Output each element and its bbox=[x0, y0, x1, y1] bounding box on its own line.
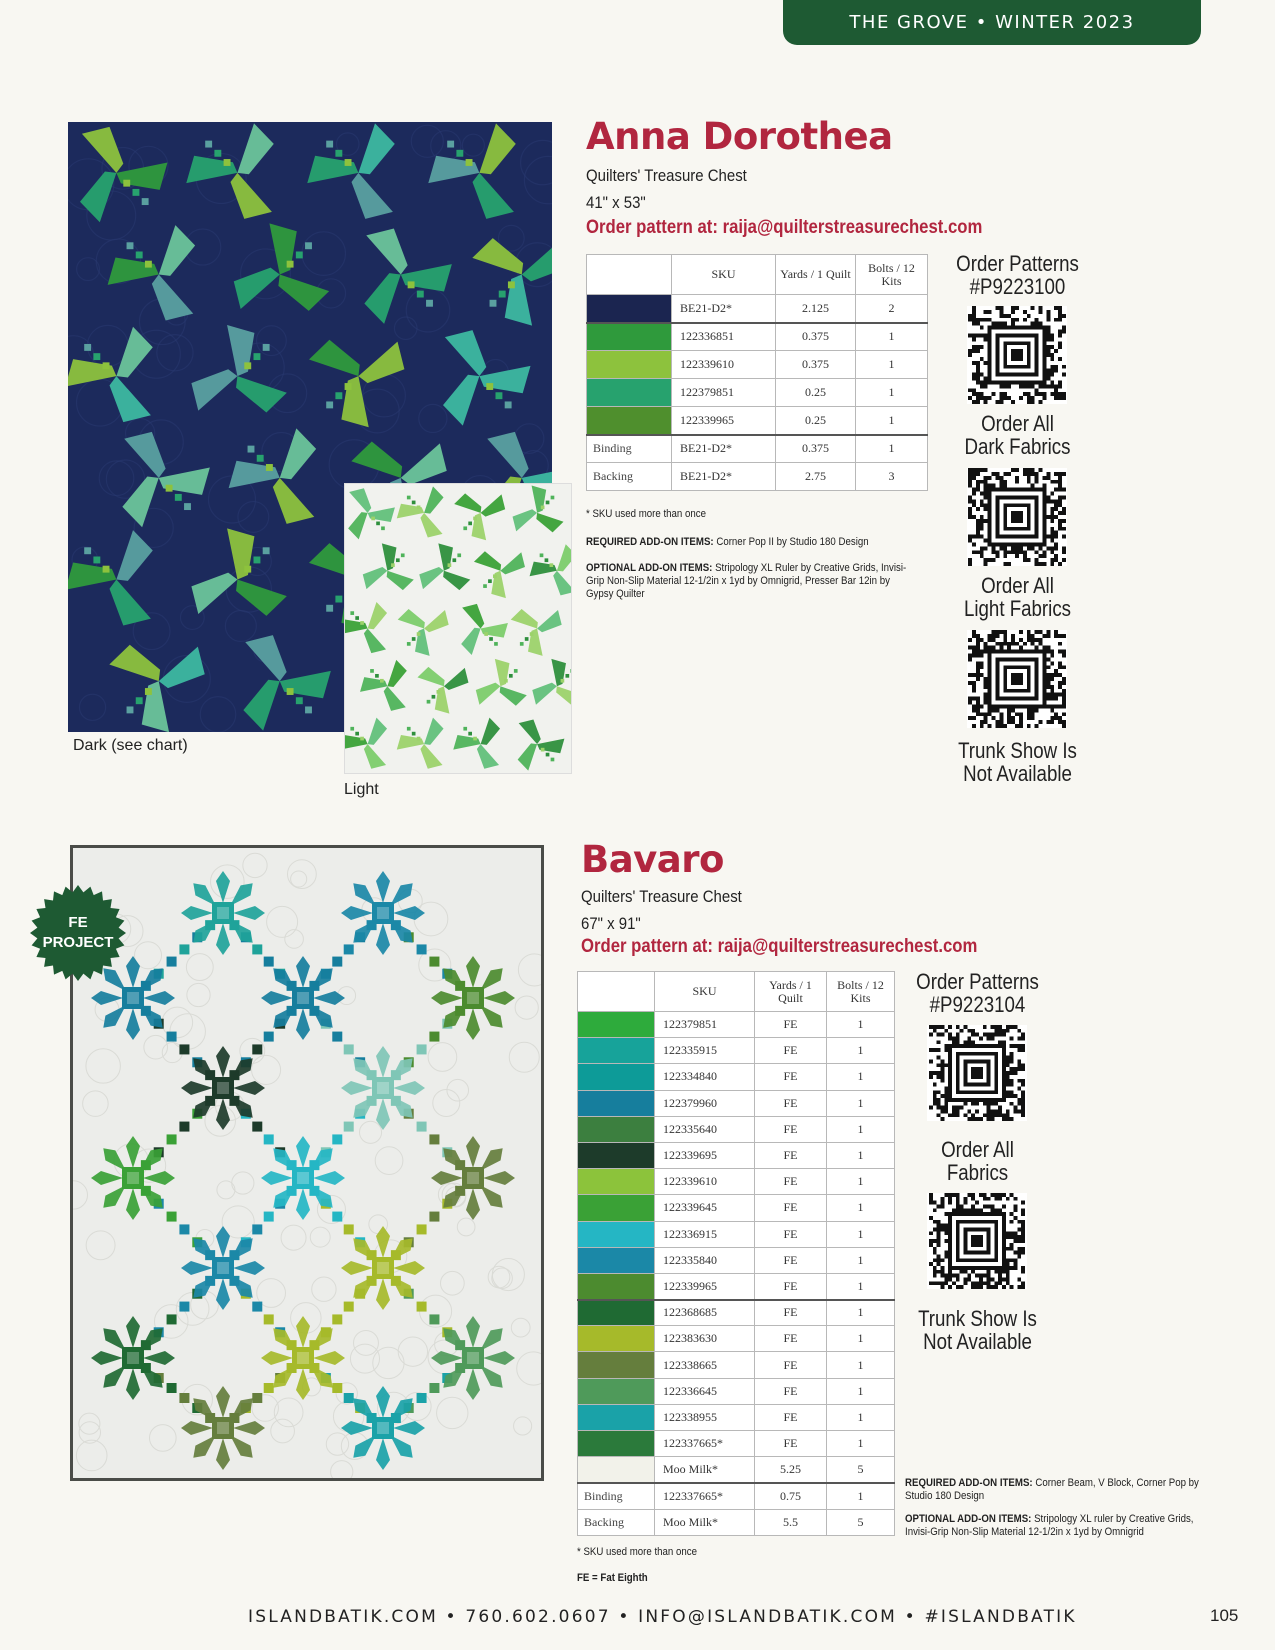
pattern-info-anna bbox=[586, 162, 747, 216]
table-row bbox=[587, 435, 928, 463]
cell-sku: 122335640 bbox=[655, 1116, 755, 1142]
cell-bolts: 1 bbox=[827, 1090, 895, 1116]
row-label: Backing bbox=[587, 463, 672, 491]
order-all-light-heading: Order All Light Fabrics bbox=[963, 573, 1072, 621]
cell-bolts: 1 bbox=[856, 435, 928, 463]
cell-yards: 0.25 bbox=[776, 407, 856, 435]
required-items-bavaro: REQUIRED ADD-ON ITEMS: Corner Beam, V Block, Corner Pop by Studio 180 Design bbox=[905, 1477, 1199, 1502]
table-row bbox=[578, 1012, 895, 1038]
table-row bbox=[578, 1090, 895, 1116]
table-row bbox=[578, 1352, 895, 1378]
order-patterns-heading-bavaro: Order Patterns #P9223104 bbox=[916, 969, 1039, 1017]
qr-code-dark-fabrics[interactable] bbox=[967, 468, 1067, 566]
cell-bolts: 1 bbox=[827, 1116, 895, 1142]
cell-bolts: 1 bbox=[827, 1221, 895, 1247]
fabric-swatch bbox=[578, 1038, 655, 1064]
cell-bolts: 1 bbox=[856, 379, 928, 407]
pattern-info-bavaro bbox=[581, 883, 742, 937]
table-row bbox=[578, 1378, 895, 1404]
fabric-swatch bbox=[587, 407, 672, 435]
footer-contact: ISLANDBATIK.COM • 760.602.0607 • INFO@ISLANDBATIK.COM • #ISLANDBATIK bbox=[248, 1607, 1077, 1627]
cell-yards: 0.25 bbox=[776, 379, 856, 407]
order-all-dark-heading: Order All Dark Fabrics bbox=[964, 411, 1071, 459]
fabric-swatch bbox=[578, 1247, 655, 1273]
fabric-table-bavaro bbox=[577, 971, 895, 1536]
table-row bbox=[587, 463, 928, 491]
table-row bbox=[578, 1116, 895, 1142]
required-items-anna: REQUIRED ADD-ON ITEMS: Corner Pop II by Studio 180 Design bbox=[586, 536, 869, 548]
cell-bolts: 1 bbox=[856, 323, 928, 351]
quilt-size: 67" x 91" bbox=[581, 914, 641, 933]
cell-bolts: 1 bbox=[827, 1326, 895, 1352]
cell-yards: FE bbox=[755, 1064, 827, 1090]
table-row bbox=[587, 407, 928, 435]
cell-sku: 122339610 bbox=[672, 351, 776, 379]
cell-sku: 122379960 bbox=[655, 1090, 755, 1116]
cell-yards: 2.75 bbox=[776, 463, 856, 491]
cell-sku: 122338955 bbox=[655, 1404, 755, 1430]
fabric-swatch bbox=[578, 1169, 655, 1195]
sku-header: SKU bbox=[655, 972, 755, 1012]
trunk-show-bavaro: Trunk Show Is Not Available bbox=[918, 1306, 1037, 1354]
cell-yards: FE bbox=[755, 1300, 827, 1326]
qr-code-pattern-anna[interactable] bbox=[967, 306, 1067, 404]
cell-sku: 122336851 bbox=[672, 323, 776, 351]
bavaro-quilt-image bbox=[70, 845, 544, 1481]
table-row bbox=[578, 1064, 895, 1090]
pattern-title-bavaro: Bavaro bbox=[581, 838, 724, 881]
pattern-title-anna: Anna Dorothea bbox=[586, 115, 893, 158]
fabric-swatch bbox=[578, 1116, 655, 1142]
cell-yards: 0.375 bbox=[776, 351, 856, 379]
cell-yards: FE bbox=[755, 1431, 827, 1457]
fabric-swatch bbox=[578, 1300, 655, 1326]
cell-bolts: 1 bbox=[856, 407, 928, 435]
fabric-swatch bbox=[587, 323, 672, 351]
cell-sku: BE21-D2* bbox=[672, 295, 776, 323]
cell-bolts: 3 bbox=[856, 463, 928, 491]
fabric-swatch bbox=[587, 379, 672, 407]
cell-sku: 122339695 bbox=[655, 1142, 755, 1168]
table-row bbox=[578, 1509, 895, 1535]
table-row bbox=[578, 1038, 895, 1064]
cell-bolts: 1 bbox=[827, 1247, 895, 1273]
optional-items-anna: OPTIONAL ADD-ON ITEMS: Stripology XL Ruler by Creative Grids, Invisi-Grip Non-Slip Material 12-1/2in x 1yd by Omnigrid, Presser Bar 12in by Gypsy Quilter bbox=[586, 562, 907, 600]
fe-project-badge: FE PROJECT bbox=[30, 885, 126, 981]
trunk-show-anna: Trunk Show Is Not Available bbox=[958, 738, 1077, 786]
footnote-sku-anna: * SKU used more than once bbox=[586, 508, 706, 520]
footnote-sku-bavaro: * SKU used more than once bbox=[577, 1546, 697, 1558]
row-label: Binding bbox=[587, 435, 672, 463]
table-row bbox=[578, 1169, 895, 1195]
qr-code-pattern-bavaro[interactable] bbox=[927, 1025, 1027, 1121]
page-number: 105 bbox=[1210, 1606, 1239, 1625]
table-row bbox=[578, 1142, 895, 1168]
cell-yards: 0.375 bbox=[776, 435, 856, 463]
cell-sku: 122368685 bbox=[655, 1300, 755, 1326]
swatch-header bbox=[587, 255, 672, 295]
fabric-swatch bbox=[578, 1195, 655, 1221]
cell-yards: 5.5 bbox=[755, 1509, 827, 1535]
order-patterns-heading-anna: Order Patterns #P9223100 bbox=[956, 251, 1079, 299]
season-tab bbox=[783, 0, 1201, 45]
fabric-table-anna bbox=[586, 254, 928, 491]
cell-bolts: 1 bbox=[827, 1404, 895, 1430]
cell-bolts: 1 bbox=[827, 1169, 895, 1195]
cell-sku: 122339610 bbox=[655, 1169, 755, 1195]
fabric-swatch bbox=[578, 1457, 655, 1483]
table-row bbox=[578, 1221, 895, 1247]
anna-light-quilt-image bbox=[344, 483, 572, 774]
cell-yards: 5.25 bbox=[755, 1457, 827, 1483]
cell-sku: 122335840 bbox=[655, 1247, 755, 1273]
cell-bolts: 1 bbox=[827, 1300, 895, 1326]
caption-dark: Dark (see chart) bbox=[73, 737, 188, 754]
cell-yards: FE bbox=[755, 1221, 827, 1247]
cell-sku: 122337665* bbox=[655, 1483, 755, 1509]
footnote-fe: FE = Fat Eighth bbox=[577, 1572, 648, 1584]
cell-bolts: 1 bbox=[827, 1195, 895, 1221]
table-row bbox=[578, 1404, 895, 1430]
fabric-swatch bbox=[587, 295, 672, 323]
cell-sku: 122336915 bbox=[655, 1221, 755, 1247]
cell-bolts: 1 bbox=[827, 1064, 895, 1090]
row-label: Backing bbox=[578, 1509, 655, 1535]
yards-header: Yards / 1 Quilt bbox=[776, 255, 856, 295]
fabric-swatch bbox=[578, 1064, 655, 1090]
cell-bolts: 1 bbox=[827, 1273, 895, 1299]
cell-yards: 0.75 bbox=[755, 1483, 827, 1509]
cell-bolts: 1 bbox=[827, 1352, 895, 1378]
table-row bbox=[578, 1457, 895, 1483]
fabric-swatch bbox=[578, 1090, 655, 1116]
fabric-swatch bbox=[578, 1221, 655, 1247]
fabric-swatch bbox=[578, 1142, 655, 1168]
order-pattern-link-anna[interactable]: Order pattern at: raija@quilterstreasurechest.com bbox=[586, 217, 983, 238]
cell-bolts: 1 bbox=[827, 1483, 895, 1509]
cell-bolts: 1 bbox=[856, 351, 928, 379]
cell-sku: 122336645 bbox=[655, 1378, 755, 1404]
fabric-swatch bbox=[578, 1326, 655, 1352]
fabric-swatch bbox=[578, 1012, 655, 1038]
cell-sku: 122339965 bbox=[672, 407, 776, 435]
fabric-swatch bbox=[587, 351, 672, 379]
cell-sku: 122379851 bbox=[655, 1012, 755, 1038]
qr-code-light-fabrics[interactable] bbox=[967, 630, 1067, 728]
fabric-swatch bbox=[578, 1378, 655, 1404]
optional-items-bavaro: OPTIONAL ADD-ON ITEMS: Stripology XL ruler by Creative Grids, Invisi-Grip Non-Slip Material 12-1/2in x 1yd by Omnigrid bbox=[905, 1513, 1194, 1538]
yards-header: Yards / 1 Quilt bbox=[755, 972, 827, 1012]
cell-bolts: 1 bbox=[827, 1038, 895, 1064]
cell-sku: 122337665* bbox=[655, 1431, 755, 1457]
cell-bolts: 5 bbox=[827, 1457, 895, 1483]
caption-light: Light bbox=[344, 781, 379, 798]
cell-yards: FE bbox=[755, 1116, 827, 1142]
cell-yards: FE bbox=[755, 1247, 827, 1273]
cell-bolts: 1 bbox=[827, 1431, 895, 1457]
table-row bbox=[578, 1326, 895, 1352]
sku-header: SKU bbox=[672, 255, 776, 295]
cell-sku: BE21-D2* bbox=[672, 463, 776, 491]
season-label: THE GROVE • WINTER 2023 bbox=[849, 12, 1135, 33]
bolts-header: Bolts / 12 Kits bbox=[827, 972, 895, 1012]
table-row bbox=[578, 1431, 895, 1457]
fabric-swatch bbox=[578, 1431, 655, 1457]
table-row bbox=[578, 1483, 895, 1509]
order-all-fabrics-heading: Order All Fabrics bbox=[941, 1137, 1014, 1185]
table-row bbox=[587, 323, 928, 351]
cell-yards: FE bbox=[755, 1326, 827, 1352]
quilt-size: 41" x 53" bbox=[586, 193, 646, 212]
cell-yards: FE bbox=[755, 1142, 827, 1168]
table-row bbox=[578, 1195, 895, 1221]
table-row bbox=[578, 1273, 895, 1299]
fabric-swatch bbox=[578, 1352, 655, 1378]
cell-sku: 122339645 bbox=[655, 1195, 755, 1221]
fabric-swatch bbox=[578, 1273, 655, 1299]
cell-bolts: 2 bbox=[856, 295, 928, 323]
cell-sku: BE21-D2* bbox=[672, 435, 776, 463]
cell-yards: FE bbox=[755, 1378, 827, 1404]
cell-bolts: 5 bbox=[827, 1509, 895, 1535]
cell-sku: Moo Milk* bbox=[655, 1457, 755, 1483]
cell-yards: FE bbox=[755, 1012, 827, 1038]
cell-sku: 122339965 bbox=[655, 1273, 755, 1299]
cell-yards: 2.125 bbox=[776, 295, 856, 323]
cell-yards: FE bbox=[755, 1195, 827, 1221]
cell-sku: 122379851 bbox=[672, 379, 776, 407]
cell-sku: 122338665 bbox=[655, 1352, 755, 1378]
table-row bbox=[578, 1247, 895, 1273]
cell-yards: FE bbox=[755, 1352, 827, 1378]
qr-code-all-fabrics[interactable] bbox=[927, 1193, 1027, 1289]
cell-sku: 122335915 bbox=[655, 1038, 755, 1064]
bolts-header: Bolts / 12 Kits bbox=[856, 255, 928, 295]
cell-yards: FE bbox=[755, 1404, 827, 1430]
cell-bolts: 1 bbox=[827, 1012, 895, 1038]
cell-yards: 0.375 bbox=[776, 323, 856, 351]
table-row bbox=[578, 1300, 895, 1326]
cell-yards: FE bbox=[755, 1273, 827, 1299]
row-label: Binding bbox=[578, 1483, 655, 1509]
cell-sku: Moo Milk* bbox=[655, 1509, 755, 1535]
cell-yards: FE bbox=[755, 1169, 827, 1195]
cell-yards: FE bbox=[755, 1090, 827, 1116]
designer-name: Quilters' Treasure Chest bbox=[581, 887, 742, 906]
swatch-header bbox=[578, 972, 655, 1012]
cell-bolts: 1 bbox=[827, 1142, 895, 1168]
fabric-swatch bbox=[578, 1404, 655, 1430]
cell-bolts: 1 bbox=[827, 1378, 895, 1404]
cell-sku: 122383630 bbox=[655, 1326, 755, 1352]
cell-yards: FE bbox=[755, 1038, 827, 1064]
designer-name: Quilters' Treasure Chest bbox=[586, 166, 747, 185]
table-row bbox=[587, 351, 928, 379]
cell-sku: 122334840 bbox=[655, 1064, 755, 1090]
order-pattern-link-bavaro[interactable]: Order pattern at: raija@quilterstreasurechest.com bbox=[581, 936, 978, 957]
table-row bbox=[587, 295, 928, 323]
table-row bbox=[587, 379, 928, 407]
